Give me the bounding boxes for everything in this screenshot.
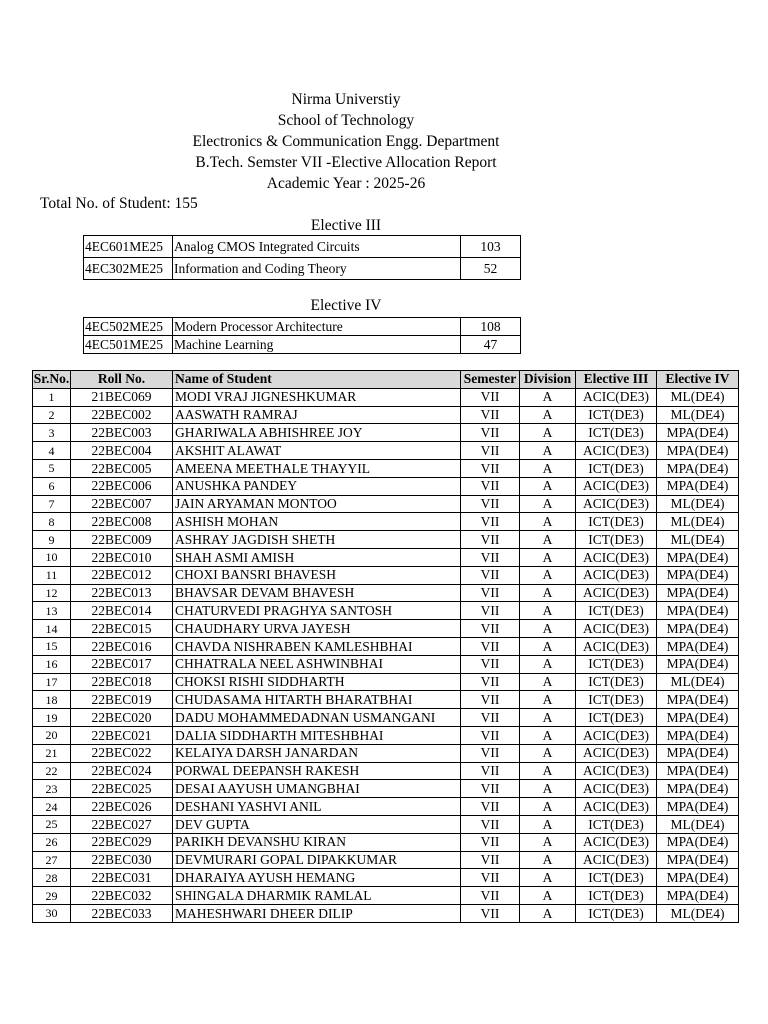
division-cell: A bbox=[520, 477, 576, 495]
division-cell: A bbox=[520, 869, 576, 887]
department-name: Electronics & Communication Engg. Department bbox=[192, 133, 500, 150]
division-cell: A bbox=[520, 798, 576, 816]
semester-cell: VII bbox=[461, 851, 520, 869]
roll-no-cell: 22BEC003 bbox=[71, 424, 173, 442]
elective-3-cell: ICT(DE3) bbox=[576, 513, 657, 531]
course-row bbox=[84, 258, 521, 280]
student-name-cell: PARIKH DEVANSHU KIRAN bbox=[173, 833, 461, 851]
sr-no-cell: 7 bbox=[33, 495, 71, 513]
table-row bbox=[33, 548, 739, 566]
course-row bbox=[84, 336, 521, 354]
division-cell: A bbox=[520, 602, 576, 620]
elective-3-cell: ACIC(DE3) bbox=[576, 620, 657, 638]
course-row bbox=[84, 318, 521, 336]
course-row bbox=[84, 236, 521, 258]
semester-cell: VII bbox=[461, 531, 520, 549]
elective-3-cell: ACIC(DE3) bbox=[576, 762, 657, 780]
roll-no-cell: 21BEC069 bbox=[71, 388, 173, 406]
semester-cell: VII bbox=[461, 815, 520, 833]
table-row bbox=[33, 406, 739, 424]
course-code: 4EC502ME25 bbox=[84, 318, 173, 336]
table-row bbox=[33, 815, 739, 833]
division-cell: A bbox=[520, 709, 576, 727]
semester-cell: VII bbox=[461, 406, 520, 424]
division-cell: A bbox=[520, 531, 576, 549]
table-row bbox=[33, 709, 739, 727]
sr-no-cell: 14 bbox=[33, 620, 71, 638]
table-row bbox=[33, 869, 739, 887]
course-name: Analog CMOS Integrated Circuits bbox=[173, 236, 461, 258]
student-name-cell: DEV GUPTA bbox=[173, 815, 461, 833]
elective-4-title: Elective IV bbox=[310, 297, 382, 314]
sr-no-cell: 6 bbox=[33, 477, 71, 495]
roll-no-cell: 22BEC019 bbox=[71, 691, 173, 709]
course-count: 47 bbox=[461, 336, 521, 354]
division-cell: A bbox=[520, 637, 576, 655]
sr-no-cell: 1 bbox=[33, 388, 71, 406]
sr-no-cell: 17 bbox=[33, 673, 71, 691]
roll-no-cell: 22BEC021 bbox=[71, 726, 173, 744]
sr-no-cell: 8 bbox=[33, 513, 71, 531]
elective-4-cell: MPA(DE4) bbox=[657, 744, 739, 762]
roll-no-cell: 22BEC027 bbox=[71, 815, 173, 833]
elective-4-cell: MPA(DE4) bbox=[657, 780, 739, 798]
course-code: 4EC302ME25 bbox=[84, 258, 173, 280]
course-name: Information and Coding Theory bbox=[173, 258, 461, 280]
table-row bbox=[33, 744, 739, 762]
roll-no-cell: 22BEC015 bbox=[71, 620, 173, 638]
roll-no-cell: 22BEC022 bbox=[71, 744, 173, 762]
roll-no-cell: 22BEC002 bbox=[71, 406, 173, 424]
division-cell: A bbox=[520, 584, 576, 602]
semester-cell: VII bbox=[461, 673, 520, 691]
sr-no-cell: 5 bbox=[33, 459, 71, 477]
student-name-cell: ASHISH MOHAN bbox=[173, 513, 461, 531]
student-name-cell: AKSHIT ALAWAT bbox=[173, 442, 461, 460]
semester-cell: VII bbox=[461, 477, 520, 495]
elective-4-cell: ML(DE4) bbox=[657, 673, 739, 691]
student-name-cell: AASWATH RAMRAJ bbox=[173, 406, 461, 424]
semester-cell: VII bbox=[461, 513, 520, 531]
student-name-cell: PORWAL DEEPANSH RAKESH bbox=[173, 762, 461, 780]
student-name-cell: CHHATRALA NEEL ASHWINBHAI bbox=[173, 655, 461, 673]
table-row bbox=[33, 442, 739, 460]
table-row bbox=[33, 833, 739, 851]
sr-no-cell: 11 bbox=[33, 566, 71, 584]
division-cell: A bbox=[520, 833, 576, 851]
division-cell: A bbox=[520, 548, 576, 566]
table-row bbox=[33, 655, 739, 673]
semester-cell: VII bbox=[461, 495, 520, 513]
roll-no-cell: 22BEC020 bbox=[71, 709, 173, 727]
roll-no-cell: 22BEC004 bbox=[71, 442, 173, 460]
sr-no-cell: 29 bbox=[33, 887, 71, 905]
sr-no-cell: 20 bbox=[33, 726, 71, 744]
division-cell: A bbox=[520, 620, 576, 638]
elective-4-cell: ML(DE4) bbox=[657, 388, 739, 406]
elective-3-cell: ACIC(DE3) bbox=[576, 548, 657, 566]
elective-3-cell: ACIC(DE3) bbox=[576, 388, 657, 406]
elective-4-cell: MPA(DE4) bbox=[657, 869, 739, 887]
student-name-cell: ANUSHKA PANDEY bbox=[173, 477, 461, 495]
student-name-cell: DADU MOHAMMEDADNAN USMANGANI bbox=[173, 709, 461, 727]
division-cell: A bbox=[520, 691, 576, 709]
table-row bbox=[33, 673, 739, 691]
division-cell: A bbox=[520, 388, 576, 406]
elective-3-cell: ACIC(DE3) bbox=[576, 637, 657, 655]
elective-4-cell: MPA(DE4) bbox=[657, 566, 739, 584]
roll-no-cell: 22BEC005 bbox=[71, 459, 173, 477]
student-name-cell: DALIA SIDDHARTH MITESHBHAI bbox=[173, 726, 461, 744]
elective-4-cell: MPA(DE4) bbox=[657, 584, 739, 602]
roll-no-cell: 22BEC026 bbox=[71, 798, 173, 816]
elective-4-cell: ML(DE4) bbox=[657, 495, 739, 513]
semester-cell: VII bbox=[461, 584, 520, 602]
student-name-cell: CHUDASAMA HITARTH BHARATBHAI bbox=[173, 691, 461, 709]
roll-no-cell: 22BEC012 bbox=[71, 566, 173, 584]
student-name-cell: BHAVSAR DEVAM BHAVESH bbox=[173, 584, 461, 602]
student-name-cell: KELAIYA DARSH JANARDAN bbox=[173, 744, 461, 762]
student-name-cell: CHAVDA NISHRABEN KAMLESHBHAI bbox=[173, 637, 461, 655]
sr-no-cell: 9 bbox=[33, 531, 71, 549]
table-row bbox=[33, 531, 739, 549]
division-cell: A bbox=[520, 655, 576, 673]
elective-3-cell: ICT(DE3) bbox=[576, 602, 657, 620]
sr-no-cell: 3 bbox=[33, 424, 71, 442]
table-row bbox=[33, 851, 739, 869]
course-name: Machine Learning bbox=[173, 336, 461, 354]
elective-3-cell: ICT(DE3) bbox=[576, 673, 657, 691]
roll-no-cell: 22BEC006 bbox=[71, 477, 173, 495]
student-name-cell: SHINGALA DHARMIK RAMLAL bbox=[173, 887, 461, 905]
elective-4-cell: MPA(DE4) bbox=[657, 655, 739, 673]
sr-no-cell: 25 bbox=[33, 815, 71, 833]
course-code: 4EC501ME25 bbox=[84, 336, 173, 354]
total-students: Total No. of Student: 155 bbox=[40, 195, 198, 212]
elective-4-cell: MPA(DE4) bbox=[657, 851, 739, 869]
sr-no-cell: 15 bbox=[33, 637, 71, 655]
semester-cell: VII bbox=[461, 887, 520, 905]
elective-3-cell: ACIC(DE3) bbox=[576, 780, 657, 798]
elective-3-cell: ACIC(DE3) bbox=[576, 442, 657, 460]
student-name-cell: DHARAIYA AYUSH HEMANG bbox=[173, 869, 461, 887]
elective-4-cell: ML(DE4) bbox=[657, 513, 739, 531]
semester-cell: VII bbox=[461, 459, 520, 477]
roll-no-cell: 22BEC008 bbox=[71, 513, 173, 531]
division-cell: A bbox=[520, 424, 576, 442]
roll-no-cell: 22BEC016 bbox=[71, 637, 173, 655]
report-title: B.Tech. Semster VII -Elective Allocation Report bbox=[195, 154, 497, 171]
elective-4-cell: MPA(DE4) bbox=[657, 798, 739, 816]
division-cell: A bbox=[520, 459, 576, 477]
student-name-cell: CHATURVEDI PRAGHYA SANTOSH bbox=[173, 602, 461, 620]
elective-3-cell: ACIC(DE3) bbox=[576, 477, 657, 495]
table-row bbox=[33, 798, 739, 816]
table-row bbox=[33, 780, 739, 798]
elective-4-cell: ML(DE4) bbox=[657, 904, 739, 922]
division-cell: A bbox=[520, 513, 576, 531]
roll-no-cell: 22BEC007 bbox=[71, 495, 173, 513]
semester-cell: VII bbox=[461, 780, 520, 798]
division-cell: A bbox=[520, 851, 576, 869]
elective-3-cell: ACIC(DE3) bbox=[576, 495, 657, 513]
division-cell: A bbox=[520, 815, 576, 833]
elective-4-table bbox=[83, 317, 521, 354]
table-row bbox=[33, 620, 739, 638]
division-cell: A bbox=[520, 406, 576, 424]
course-name: Modern Processor Architecture bbox=[173, 318, 461, 336]
elective-3-cell: ICT(DE3) bbox=[576, 904, 657, 922]
elective-4-cell: ML(DE4) bbox=[657, 531, 739, 549]
table-row bbox=[33, 566, 739, 584]
semester-cell: VII bbox=[461, 424, 520, 442]
sr-no-cell: 26 bbox=[33, 833, 71, 851]
elective-4-cell: MPA(DE4) bbox=[657, 620, 739, 638]
elective-3-cell: ACIC(DE3) bbox=[576, 744, 657, 762]
roll-no-cell: 22BEC013 bbox=[71, 584, 173, 602]
student-name-cell: DEVMURARI GOPAL DIPAKKUMAR bbox=[173, 851, 461, 869]
division-cell: A bbox=[520, 495, 576, 513]
sr-no-cell: 23 bbox=[33, 780, 71, 798]
roll-no-cell: 22BEC033 bbox=[71, 904, 173, 922]
roll-no-cell: 22BEC032 bbox=[71, 887, 173, 905]
elective-3-cell: ICT(DE3) bbox=[576, 424, 657, 442]
table-row bbox=[33, 726, 739, 744]
elective-3-cell: ICT(DE3) bbox=[576, 869, 657, 887]
roll-no-cell: 22BEC017 bbox=[71, 655, 173, 673]
semester-cell: VII bbox=[461, 548, 520, 566]
elective-3-cell: ICT(DE3) bbox=[576, 815, 657, 833]
roll-no-cell: 22BEC010 bbox=[71, 548, 173, 566]
roll-no-cell: 22BEC014 bbox=[71, 602, 173, 620]
course-count: 108 bbox=[461, 318, 521, 336]
elective-4-cell: MPA(DE4) bbox=[657, 691, 739, 709]
semester-cell: VII bbox=[461, 709, 520, 727]
table-row bbox=[33, 602, 739, 620]
elective-3-cell: ICT(DE3) bbox=[576, 691, 657, 709]
semester-cell: VII bbox=[461, 602, 520, 620]
division-cell: A bbox=[520, 726, 576, 744]
table-row bbox=[33, 637, 739, 655]
semester-cell: VII bbox=[461, 442, 520, 460]
sr-no-cell: 24 bbox=[33, 798, 71, 816]
division-cell: A bbox=[520, 442, 576, 460]
course-count: 103 bbox=[461, 236, 521, 258]
sr-no-cell: 16 bbox=[33, 655, 71, 673]
sr-no-cell: 27 bbox=[33, 851, 71, 869]
semester-cell: VII bbox=[461, 744, 520, 762]
semester-cell: VII bbox=[461, 833, 520, 851]
roll-no-cell: 22BEC024 bbox=[71, 762, 173, 780]
elective-4-cell: MPA(DE4) bbox=[657, 459, 739, 477]
elective-3-cell: ICT(DE3) bbox=[576, 655, 657, 673]
table-row bbox=[33, 388, 739, 406]
elective-4-cell: MPA(DE4) bbox=[657, 602, 739, 620]
division-cell: A bbox=[520, 566, 576, 584]
elective-3-cell: ICT(DE3) bbox=[576, 887, 657, 905]
table-row bbox=[33, 477, 739, 495]
elective-3-cell: ACIC(DE3) bbox=[576, 584, 657, 602]
semester-cell: VII bbox=[461, 388, 520, 406]
semester-cell: VII bbox=[461, 691, 520, 709]
roll-no-header: Roll No. bbox=[71, 371, 173, 389]
elective-4-cell: MPA(DE4) bbox=[657, 548, 739, 566]
elective-4-cell: ML(DE4) bbox=[657, 406, 739, 424]
elective-4-cell: MPA(DE4) bbox=[657, 424, 739, 442]
sr-no-header: Sr.No. bbox=[33, 371, 70, 387]
student-name-cell: GHARIWALA ABHISHREE JOY bbox=[173, 424, 461, 442]
sr-no-cell: 12 bbox=[33, 584, 71, 602]
sr-no-cell: 19 bbox=[33, 709, 71, 727]
division-cell: A bbox=[520, 780, 576, 798]
semester-cell: VII bbox=[461, 655, 520, 673]
sr-no-cell: 22 bbox=[33, 762, 71, 780]
student-name-cell: MODI VRAJ JIGNESHKUMAR bbox=[173, 388, 461, 406]
division-cell: A bbox=[520, 744, 576, 762]
student-name-cell: DESHANI YASHVI ANIL bbox=[173, 798, 461, 816]
student-name-cell: DESAI AAYUSH UMANGBHAI bbox=[173, 780, 461, 798]
elective-3-cell: ACIC(DE3) bbox=[576, 798, 657, 816]
university-name: Nirma Universtiy bbox=[291, 91, 401, 108]
division-cell: A bbox=[520, 887, 576, 905]
division-header: Division bbox=[520, 371, 576, 389]
sr-no-cell: 18 bbox=[33, 691, 71, 709]
student-name-cell: JAIN ARYAMAN MONTOO bbox=[173, 495, 461, 513]
student-name-cell: CHOKSI RISHI SIDDHARTH bbox=[173, 673, 461, 691]
student-name-cell: AMEENA MEETHALE THAYYIL bbox=[173, 459, 461, 477]
student-name-header: Name of Student bbox=[173, 371, 461, 389]
semester-cell: VII bbox=[461, 904, 520, 922]
elective-4-cell: ML(DE4) bbox=[657, 815, 739, 833]
school-name: School of Technology bbox=[277, 112, 415, 129]
table-row bbox=[33, 424, 739, 442]
semester-cell: VII bbox=[461, 869, 520, 887]
elective-3-cell: ACIC(DE3) bbox=[576, 566, 657, 584]
roll-no-cell: 22BEC025 bbox=[71, 780, 173, 798]
roll-no-cell: 22BEC009 bbox=[71, 531, 173, 549]
elective-4-cell: MPA(DE4) bbox=[657, 887, 739, 905]
elective-3-cell: ICT(DE3) bbox=[576, 531, 657, 549]
sr-no-cell: 4 bbox=[33, 442, 71, 460]
elective-3-cell: ICT(DE3) bbox=[576, 406, 657, 424]
division-cell: A bbox=[520, 673, 576, 691]
student-name-cell: SHAH ASMI AMISH bbox=[173, 548, 461, 566]
table-header-row bbox=[33, 371, 739, 389]
semester-cell: VII bbox=[461, 620, 520, 638]
semester-cell: VII bbox=[461, 637, 520, 655]
course-code: 4EC601ME25 bbox=[84, 236, 173, 258]
elective-4-cell: MPA(DE4) bbox=[657, 709, 739, 727]
elective-4-cell: MPA(DE4) bbox=[657, 477, 739, 495]
elective-4-cell: MPA(DE4) bbox=[657, 637, 739, 655]
elective-4-cell: MPA(DE4) bbox=[657, 442, 739, 460]
student-name-cell: ASHRAY JAGDISH SHETH bbox=[173, 531, 461, 549]
table-row bbox=[33, 887, 739, 905]
course-count: 52 bbox=[461, 258, 521, 280]
sr-no-cell: 28 bbox=[33, 869, 71, 887]
semester-header: Semester bbox=[461, 371, 520, 389]
sr-no-cell: 13 bbox=[33, 602, 71, 620]
roll-no-cell: 22BEC031 bbox=[71, 869, 173, 887]
elective-3-cell: ICT(DE3) bbox=[576, 709, 657, 727]
student-name-cell: MAHESHWARI DHEER DILIP bbox=[173, 904, 461, 922]
division-cell: A bbox=[520, 762, 576, 780]
sr-no-cell: 2 bbox=[33, 406, 71, 424]
elective-3-table bbox=[83, 235, 521, 280]
elective-4-cell: MPA(DE4) bbox=[657, 833, 739, 851]
table-row bbox=[33, 513, 739, 531]
division-cell: A bbox=[520, 904, 576, 922]
student-allocation-table bbox=[32, 370, 739, 923]
elective-3-title: Elective III bbox=[310, 217, 382, 234]
elective-3-header: Elective III bbox=[576, 371, 657, 389]
student-name-cell: CHAUDHARY URVA JAYESH bbox=[173, 620, 461, 638]
roll-no-cell: 22BEC029 bbox=[71, 833, 173, 851]
elective-3-cell: ICT(DE3) bbox=[576, 459, 657, 477]
academic-year: Academic Year : 2025-26 bbox=[266, 175, 426, 192]
sr-no-cell: 30 bbox=[33, 904, 71, 922]
table-row bbox=[33, 495, 739, 513]
student-name-cell: CHOXI BANSRI BHAVESH bbox=[173, 566, 461, 584]
semester-cell: VII bbox=[461, 798, 520, 816]
table-row bbox=[33, 691, 739, 709]
elective-4-cell: MPA(DE4) bbox=[657, 762, 739, 780]
roll-no-cell: 22BEC018 bbox=[71, 673, 173, 691]
elective-3-cell: ACIC(DE3) bbox=[576, 726, 657, 744]
elective-4-cell: MPA(DE4) bbox=[657, 726, 739, 744]
semester-cell: VII bbox=[461, 762, 520, 780]
roll-no-cell: 22BEC030 bbox=[71, 851, 173, 869]
semester-cell: VII bbox=[461, 566, 520, 584]
elective-4-header: Elective IV bbox=[657, 371, 739, 389]
elective-3-cell: ACIC(DE3) bbox=[576, 833, 657, 851]
sr-no-cell: 10 bbox=[33, 548, 71, 566]
table-row bbox=[33, 584, 739, 602]
semester-cell: VII bbox=[461, 726, 520, 744]
table-row bbox=[33, 762, 739, 780]
elective-3-cell: ACIC(DE3) bbox=[576, 851, 657, 869]
table-row bbox=[33, 459, 739, 477]
table-row bbox=[33, 904, 739, 922]
sr-no-cell: 21 bbox=[33, 744, 71, 762]
